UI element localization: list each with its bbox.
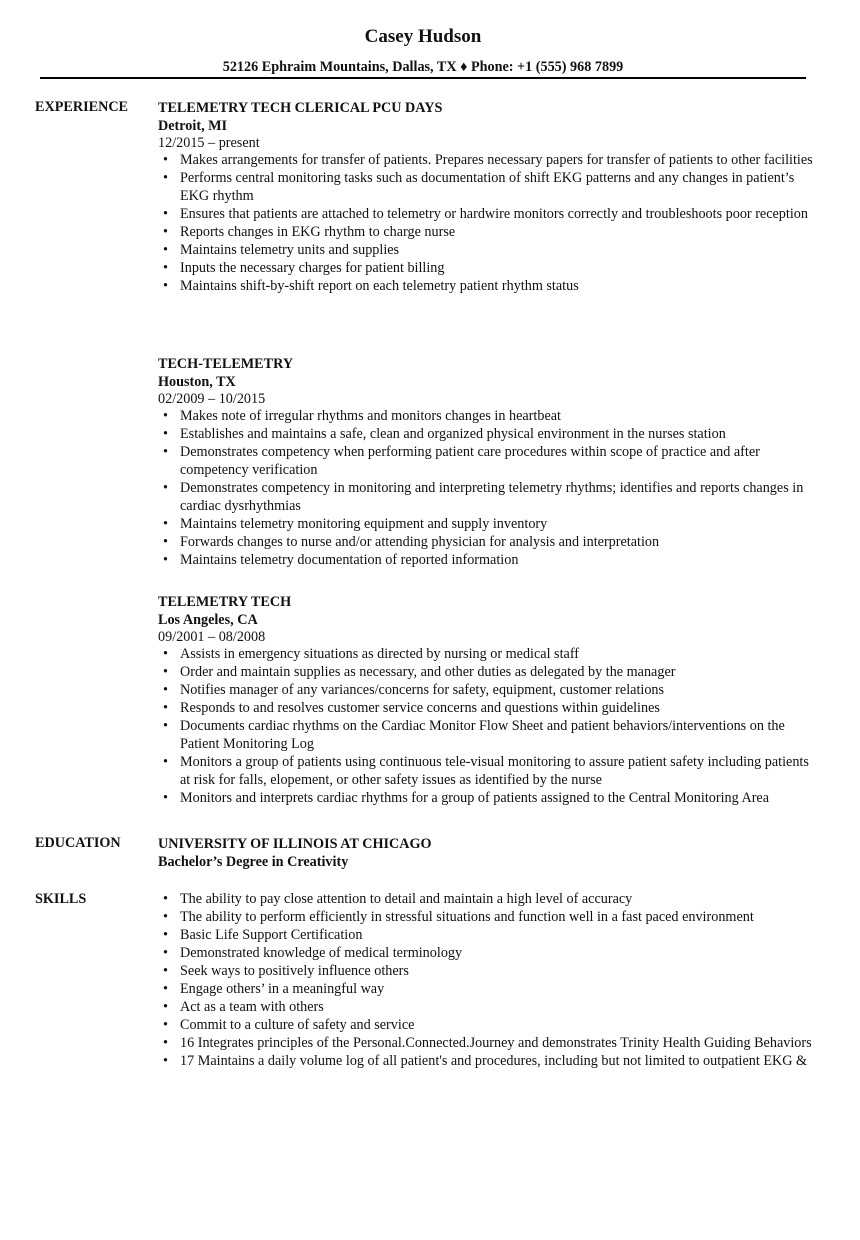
bullet-icon: •: [163, 718, 168, 734]
bullet-text: Notifies manager of any variances/concerns for safety, equipment, customer relations: [180, 682, 665, 698]
bullet-text: Inputs the necessary charges for patient billing: [180, 260, 445, 276]
bullet-icon: •: [163, 224, 168, 240]
bullet-icon: •: [163, 516, 168, 532]
education-heading: EDUCATION: [35, 835, 121, 851]
bullet-icon: •: [163, 1053, 168, 1069]
job-location: Los Angeles, CA: [158, 612, 258, 628]
skill-text: The ability to pay close attention to detail and maintain a high level of accuracy: [180, 891, 633, 907]
bullet-text: Monitors a group of patients using continuous tele-visual monitoring to assure patient safety including patients at risk for falls, elopement, or other safety issues as identified by the nurse: [180, 754, 809, 788]
bullet-icon: •: [163, 426, 168, 442]
job-title: TELEMETRY TECH CLERICAL PCU DAYS: [158, 100, 443, 116]
list-item: [158, 551, 818, 569]
bullet-text: Demonstrates competency when performing patient care procedures within scope of practice and after competency verification: [180, 444, 760, 478]
skill-text: The ability to perform efficiently in stressful situations and function well in a fast paced environment: [180, 909, 754, 925]
list-item: [158, 259, 818, 277]
list-item: [158, 425, 818, 443]
skill-text: Engage others’ in a meaningful way: [180, 981, 385, 997]
list-item: [158, 205, 818, 223]
contact-line: 52126 Ephraim Mountains, Dallas, TX ♦ Phone: +1 (555) 968 7899: [222, 59, 624, 75]
list-item: [158, 645, 818, 663]
skills-heading: SKILLS: [35, 891, 87, 907]
list-item: [158, 717, 818, 753]
bullet-icon: •: [163, 534, 168, 550]
list-item: [158, 407, 818, 425]
bullet-icon: •: [163, 664, 168, 680]
bullet-icon: •: [163, 999, 168, 1015]
bullet-icon: •: [163, 1035, 168, 1051]
bullet-text: Monitors and interprets cardiac rhythms for a group of patients assigned to the Central Monitoring Area: [180, 790, 770, 806]
bullet-text: Maintains telemetry monitoring equipment and supply inventory: [180, 516, 548, 532]
bullet-text: Maintains shift-by-shift report on each telemetry patient rhythm status: [180, 278, 579, 294]
bullet-icon: •: [163, 891, 168, 907]
list-item: [158, 699, 818, 717]
list-item: [158, 663, 818, 681]
list-item: [158, 241, 818, 259]
skill-text: Commit to a culture of safety and service: [180, 1017, 415, 1033]
bullet-icon: •: [163, 480, 168, 496]
skills-list: [158, 890, 818, 1070]
job-bullet-list: [158, 151, 818, 295]
bullet-text: Makes note of irregular rhythms and monitors changes in heartbeat: [180, 408, 561, 424]
bullet-icon: •: [163, 754, 168, 770]
list-item: [158, 926, 818, 944]
bullet-icon: •: [163, 206, 168, 222]
bullet-icon: •: [163, 444, 168, 460]
bullet-text: Order and maintain supplies as necessary, and other duties as delegated by the manager: [180, 664, 676, 680]
bullet-icon: •: [163, 963, 168, 979]
job-bullet-list: [158, 645, 818, 807]
bullet-icon: •: [163, 152, 168, 168]
list-item: [158, 944, 818, 962]
bullet-icon: •: [163, 909, 168, 925]
bullet-text: Forwards changes to nurse and/or attending physician for analysis and interpretation: [180, 534, 660, 550]
skill-text: 16 Integrates principles of the Personal.Connected.Journey and demonstrates Trinity Health Guiding Behaviors: [180, 1035, 812, 1051]
bullet-text: Maintains telemetry units and supplies: [180, 242, 400, 258]
bullet-icon: •: [163, 408, 168, 424]
bullet-icon: •: [163, 278, 168, 294]
list-item: [158, 980, 818, 998]
bullet-icon: •: [163, 945, 168, 961]
bullet-text: Ensures that patients are attached to telemetry or hardwire monitors correctly and troubleshoots poor reception: [180, 206, 808, 222]
list-item: [158, 1016, 818, 1034]
bullet-icon: •: [163, 700, 168, 716]
bullet-text: Establishes and maintains a safe, clean and organized physical environment in the nurses station: [180, 426, 726, 442]
list-item: [158, 1052, 818, 1070]
job-1: [158, 355, 818, 569]
header-divider: [40, 77, 806, 79]
list-item: [158, 1034, 818, 1052]
list-item: [158, 753, 818, 789]
list-item: [158, 681, 818, 699]
list-item: [158, 533, 818, 551]
job-0: [158, 99, 818, 295]
degree: Bachelor’s Degree in Creativity: [158, 854, 349, 870]
list-item: [158, 479, 818, 515]
job-dates: 12/2015 – present: [158, 135, 260, 151]
bullet-icon: •: [163, 242, 168, 258]
bullet-icon: •: [163, 170, 168, 186]
skill-text: Seek ways to positively influence others: [180, 963, 409, 979]
bullet-icon: •: [163, 1017, 168, 1033]
bullet-icon: •: [163, 981, 168, 997]
skill-text: Act as a team with others: [180, 999, 324, 1015]
job-title: TECH-TELEMETRY: [158, 356, 294, 372]
bullet-text: Documents cardiac rhythms on the Cardiac Monitor Flow Sheet and patient behaviors/interventions on the Patient Monitoring Log: [180, 718, 785, 752]
list-item: [158, 223, 818, 241]
job-dates: 09/2001 – 08/2008: [158, 629, 266, 645]
list-item: [158, 998, 818, 1016]
job-title: TELEMETRY TECH: [158, 594, 292, 610]
list-item: [158, 789, 818, 807]
job-2: [158, 593, 818, 807]
job-dates: 02/2009 – 10/2015: [158, 391, 266, 407]
education-entry: [158, 835, 818, 871]
candidate-name: Casey Hudson: [364, 26, 482, 47]
list-item: [158, 443, 818, 479]
job-bullet-list: [158, 407, 818, 569]
bullet-icon: •: [163, 682, 168, 698]
bullet-icon: •: [163, 646, 168, 662]
experience-heading: EXPERIENCE: [35, 99, 129, 115]
skill-text: 17 Maintains a daily volume log of all patient's and procedures, including but not limited to outpatient EKG &: [180, 1053, 808, 1069]
job-location: Detroit, MI: [158, 118, 228, 134]
bullet-text: Assists in emergency situations as directed by nursing or medical staff: [180, 646, 580, 662]
list-item: [158, 515, 818, 533]
skill-text: Demonstrated knowledge of medical terminology: [180, 945, 463, 961]
job-location: Houston, TX: [158, 374, 236, 390]
bullet-icon: •: [163, 927, 168, 943]
list-item: [158, 151, 818, 169]
bullet-icon: •: [163, 552, 168, 568]
skills-list-container: [158, 890, 818, 1070]
bullet-icon: •: [163, 260, 168, 276]
list-item: [158, 962, 818, 980]
bullet-text: Responds to and resolves customer service concerns and questions within guidelines: [180, 700, 660, 716]
list-item: [158, 908, 818, 926]
list-item: [158, 169, 818, 205]
bullet-text: Reports changes in EKG rhythm to charge nurse: [180, 224, 456, 240]
bullet-text: Performs central monitoring tasks such as documentation of shift EKG patterns and any changes in patient’s EKG rhythm: [180, 170, 795, 204]
list-item: [158, 277, 818, 295]
bullet-text: Maintains telemetry documentation of reported information: [180, 552, 519, 568]
school-name: UNIVERSITY OF ILLINOIS AT CHICAGO: [158, 836, 432, 852]
bullet-icon: •: [163, 790, 168, 806]
bullet-text: Makes arrangements for transfer of patients. Prepares necessary papers for transfer of patients to other facilities: [180, 152, 813, 168]
bullet-text: Demonstrates competency in monitoring and interpreting telemetry rhythms; identifies and reports changes in cardiac dysrhythmias: [180, 480, 804, 514]
skill-text: Basic Life Support Certification: [180, 927, 363, 943]
list-item: [158, 890, 818, 908]
